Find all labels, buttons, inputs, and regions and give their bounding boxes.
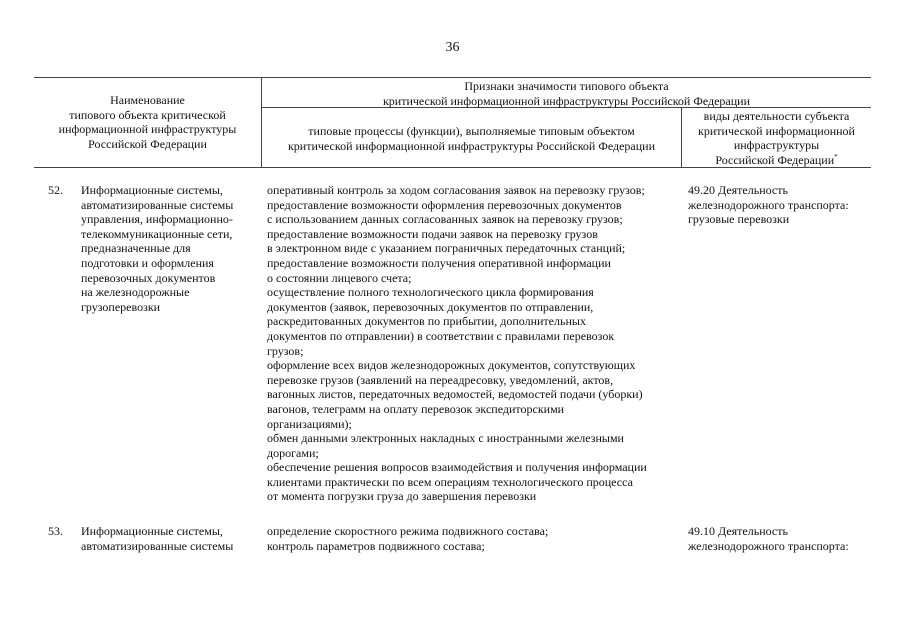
header-processes-column [262, 124, 681, 153]
row-number: 52. [48, 183, 63, 197]
row-name-line: подготовки и оформления [81, 255, 214, 270]
process-line: клиентами практически по всем операциям технологического процесса [267, 474, 633, 489]
process-line: с использованием данных согласованных заявок на перевозку грузов; [267, 212, 623, 227]
row-name-line: автоматизированные системы [81, 197, 234, 212]
activity-line: железнодорожного транспорта: [688, 538, 849, 553]
process-line: документов (заявок, перевозочных документов по отправлении, [267, 299, 594, 314]
header-activities-line [682, 153, 871, 168]
process-line: о состоянии лицевого счета; [267, 270, 412, 285]
header-activities-line: инфраструктуры [733, 138, 820, 153]
process-line: дорогами; [267, 445, 319, 460]
process-line: определение скоростного режима подвижного состава; [267, 524, 549, 538]
header-name-column [34, 93, 261, 151]
row-name-line: Информационные системы, [81, 183, 223, 197]
row-name-line: управления, информационно- [81, 212, 233, 227]
table-top-rule [34, 77, 871, 78]
process-line: осуществление полного технологического цикла формирования [267, 285, 594, 300]
process-line: перевозке грузов (заявлений на переадресовку, уведомлений, актов, [267, 372, 614, 387]
row-name-line: на железнодорожные [81, 285, 190, 300]
header-activities-line: критической информационной [698, 123, 855, 138]
process-line: обмен данными электронных накладных с иностранными железными [267, 431, 624, 446]
row-activity [688, 524, 871, 553]
activity-line: 49.10 Деятельность [688, 524, 788, 538]
header-name-line: типового объекта критической [69, 107, 226, 122]
process-line: раскредитованных документов по прибытии, дополнительных [267, 314, 586, 329]
process-line: обеспечение решения вопросов взаимодействия и получения информации [267, 460, 647, 475]
header-activities-text: Российской Федерации [715, 152, 835, 167]
process-line: контроль параметров подвижного состава; [267, 538, 485, 553]
row-activity [688, 183, 871, 227]
row-name-line: предназначенные для [81, 241, 191, 256]
activity-line: 49.20 Деятельность [688, 183, 788, 197]
row-processes [267, 524, 679, 553]
header-processes-line: критической информационной инфраструктуры Российской Федерации [287, 138, 656, 153]
header-name-line: Наименование [110, 93, 185, 107]
process-line: организациями); [267, 416, 352, 431]
row-name-line: телекоммуникационные сети, [81, 226, 233, 241]
header-name-line: информационной инфраструктуры [58, 122, 237, 137]
header-features-line: Признаки значимости типового объекта [464, 79, 669, 93]
process-line: предоставление возможности оформления перевозочных документов [267, 197, 622, 212]
header-activities-line: виды деятельности субъекта [703, 109, 850, 123]
header-processes-line: типовые процессы (функции), выполняемые типовым объектом [308, 124, 635, 138]
row-name-line: перевозочных документов [81, 270, 216, 285]
header-activities-column [682, 109, 871, 167]
header-features-line: критической информационной инфраструктуры Российской Федерации [382, 93, 751, 108]
process-line: вагонных листов, передаточных ведомостей, ведомостей подачи (уборки) [267, 387, 643, 402]
page-number: 36 [445, 40, 460, 55]
process-line: в электронном виде с указанием пограничных передаточных станций; [267, 241, 626, 256]
row-name [81, 524, 259, 553]
process-line: вагонов, телеграмм на оплату перевозок экспедиторскими [267, 401, 565, 416]
process-line: грузов; [267, 343, 304, 358]
process-line: документов по отправлении) в соответствии с правилами перевозок [267, 328, 615, 343]
header-name-line: Российской Федерации [88, 136, 207, 151]
row-name-line: грузоперевозки [81, 299, 161, 314]
header-features-group [262, 79, 871, 108]
row-processes [267, 183, 679, 504]
footnote-marker: * [834, 152, 838, 161]
row-number: 53. [48, 524, 63, 538]
process-line: оформление всех видов железнодорожных документов, сопутствующих [267, 358, 636, 373]
process-line: предоставление возможности получения оперативной информации [267, 255, 611, 270]
row-name-line: автоматизированные системы [81, 538, 234, 553]
process-line: оперативный контроль за ходом согласования заявок на перевозку грузов; [267, 183, 645, 197]
row-name-line: Информационные системы, [81, 524, 223, 538]
process-line: от момента погрузки груза до завершения перевозки [267, 489, 537, 504]
row-name [81, 183, 259, 314]
process-line: предоставление возможности подачи заявок на перевозку грузов [267, 226, 598, 241]
activity-line: железнодорожного транспорта: [688, 197, 849, 212]
activity-line: грузовые перевозки [688, 212, 790, 227]
